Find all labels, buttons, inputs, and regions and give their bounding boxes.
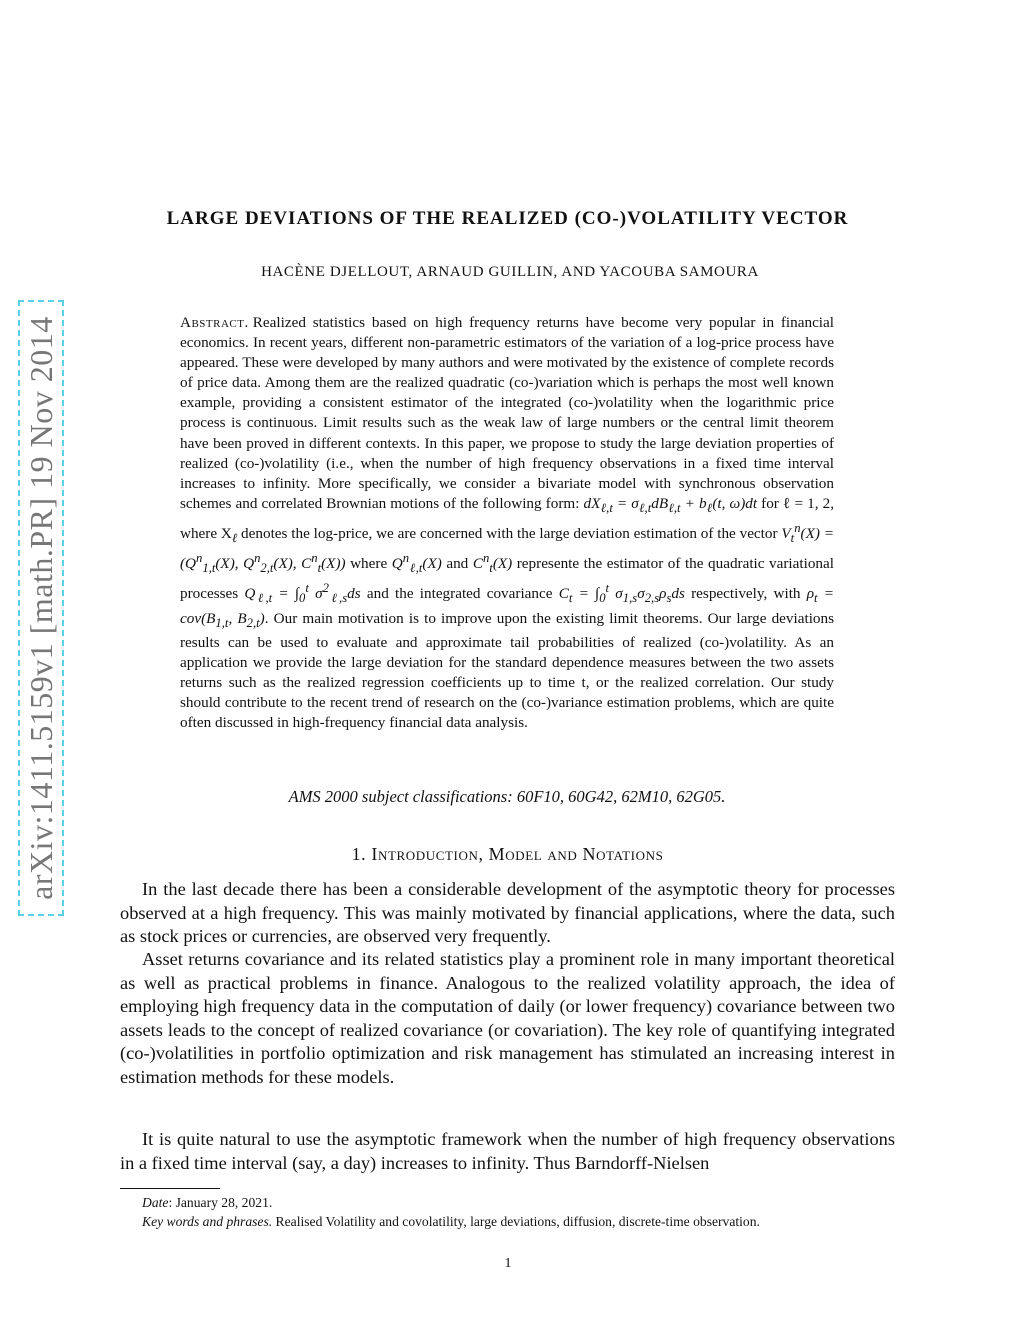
abstract-text-9: . Our main motivation is to improve upon the existing limit theorems. Our large deviations results can be used to evaluate and approximate tail probabilities of realized (co-)volatility. As an application we provide the large deviation for the standard dependence measures between the two assets returns such as the realized regression coefficients up to time t, or the realized correlation. Our study should contribute to the recent trend of research on the (co-)variance estimation problems, which are quite often discussed in high-frequency financial data analysis. (180, 609, 835, 732)
footnote-rule (120, 1188, 220, 1189)
abstract-text-8: respectively, with (684, 585, 807, 603)
abstract-math-covariance: $C_t = \int_0^t$ $\sigma_{1,s}\sigma_{2,s}\rho_sds$ (558, 581, 685, 606)
abstract-math-qprocess: $Q_{\ell,t} = \int_0^t$ $\sigma^2_{\ell,s}ds$ (244, 581, 361, 606)
paragraph-text: It is quite natural to use the asymptotic framework when the number of high frequency observations in a fixed time interval (say, a day) increases to infinity. Thus Barndorff-Nielsen (120, 1129, 895, 1173)
abstract-text-7: and the integrated covariance (360, 585, 559, 603)
page-number: 1 (504, 1256, 512, 1271)
section-number: 1. (351, 844, 367, 864)
abstract-math-dx: $dX_{\ell,t} = \sigma_{\ell,t}dB_{\ell,t} + b_\ell(t$, ω)dt (583, 494, 758, 515)
ams-classifications: AMS 2000 subject classifications: 60F10, 60G42, 62M10, 62G05. (288, 787, 726, 806)
abstract-label: Abstract. (180, 314, 249, 331)
arxiv-stamp-text[interactable]: arXiv:1411.5159v1 [math.PR] 19 Nov 2014 (23, 316, 59, 900)
body-paragraph-2 (120, 948, 895, 1089)
abstract: Abstract. Realized statistics based on high frequency returns have become very popular in financial economics. In recent years, different non-parametric estimators of the variation of a log-price process have appeared. These were developed by many authors and were motivated by the existence of complete records of price data. Among them are the realized quadratic (co-)variation which is perhaps the most well known example, providing a consistent estimator of the integrated (co-)volatility when the logarithmic price process is continuous. Limit results such as the weak law of large numbers or the central limit theorem have been proved in different contexts. In this paper, we propose to study the large deviation properties of realized (co-)volatility (i.e., when the number of high frequency observations in a fixed time interval increases to infinity. More specifically, we consider a bivariate model with synchronous observation schemes and correlated Brownian motions of the following form: $dX_{\ell,t} = \sigma_{\ell,t}dB_{\ell,t} + b_\ell(t$, ω)dt for ℓ = 1, 2, where $X_\ell$ denotes the log-price, we are concerned with the large deviation estimation of the vector $V_t^n(X) = (Q^n_{1,t}(X)$, $Q^n_{2,t}(X)$, $C^n_t(X)$) where $Q^n_{\ell,t}(X)$ and $C^n_t(X)$ represente the estimator of the quadratic variational processes $Q_{\ell,t} = \int_0^t$ $\sigma^2_{\ell,s}ds$ and the integrated covariance $C_t = \int_0^t$ $\sigma_{1,s}\sigma_{2,s}\rho_sds$ respectively, with $\rho_t = cov(B_{1,t}$, $B_{2,t}$). Our main motivation is to improve upon the existing limit theorems. Our large deviations results can be used to evaluate and approximate tail probabilities of realized (co-)volatility. As an application we provide the large deviation for the standard dependence measures between the two assets returns such as the realized regression coefficients up to time t, or the realized correlation. Our study should contribute to the recent trend of research on the (co-)variance estimation problems, which are quite often discussed in high-frequency financial data analysis. (180, 314, 835, 732)
body-paragraph-1 (120, 878, 895, 949)
abstract-math-vector: $V_t^n(X) = (Q^n_{1,t}(X)$, $Q^n_{2,t}(X)$, $C^n_t(X)$) (180, 520, 834, 576)
paper-title: LARGE DEVIATIONS OF THE REALIZED (CO-)VOLATILITY VECTOR (166, 208, 849, 229)
footnote-date: Date: January 28, 2021. (142, 1195, 273, 1210)
footnote-keywords: Key words and phrases. Realised Volatility and covolatility, large deviations, diffusion, discrete-time observation. (142, 1214, 760, 1229)
body-paragraph-3 (120, 1128, 895, 1175)
section-heading (120, 844, 895, 865)
paper-authors: HACÈNE DJELLOUT, ARNAUD GUILLIN, AND YACOUBA SAMOURA (261, 264, 759, 280)
abstract-math-rho: $\rho_t = cov(B_{1,t}$, $B_{2,t}$) (180, 585, 835, 630)
section-title: Introduction, Model and Notations (371, 844, 664, 864)
abstract-text-6: represente the estimator of the quadratic variational processes (180, 555, 834, 603)
abstract-text-5: and (441, 555, 473, 573)
abstract-text-4: where (345, 555, 392, 573)
paragraph-text: Asset returns covariance and its related statistics play a prominent role in many important theoretical as well as practical problems in finance. Analogous to the realized volatility approach, the idea of employing high frequency data in the computation of daily (or lower frequency) covariance between two assets leads to the concept of realized covariance (or covariation). The key role of quantifying integrated (co-)volatilities in portfolio optimization and risk management has stimulated an increasing interest in estimation methods for these models. (120, 949, 895, 1087)
abstract-math-q: $Q^n_{\ell,t}(X)$ (391, 551, 442, 576)
abstract-text-2: for ℓ = 1, 2, where X (180, 494, 834, 543)
abstract-math-c: $C^n_t(X)$ (472, 551, 513, 576)
paragraph-text: In the last decade there has been a considerable development of the asymptotic theory for processes observed at a high frequency. This was mainly motivated by financial applications, where the data, such as stock prices or currencies, are observed very frequently. (120, 879, 895, 946)
abstract-text-1: Realized statistics based on high frequency returns have become very popular in financial economics. In recent years, different non-parametric estimators of the variation of a log-price process have appeared. These were developed by many authors and were motivated by the existence of complete records of price data. Among them are the realized quadratic (co-)variation which is perhaps the most well known example, providing a consistent estimator of the integrated (co-)volatility when the logarithmic price process is continuous. Limit results such as the weak law of large numbers or the central limit theorem have been proved in different contexts. In this paper, we propose to study the large deviation properties of realized (co-)volatility (i.e., when the number of high frequency observations in a fixed time interval increases to infinity. More specifically, we consider a bivariate model with synchronous observation schemes and correlated Brownian motions of the following form: (180, 314, 834, 512)
footnotes (120, 1193, 895, 1231)
abstract-text-3: denotes the log-price, we are concerned with the large deviation estimation of the vector (237, 525, 782, 543)
